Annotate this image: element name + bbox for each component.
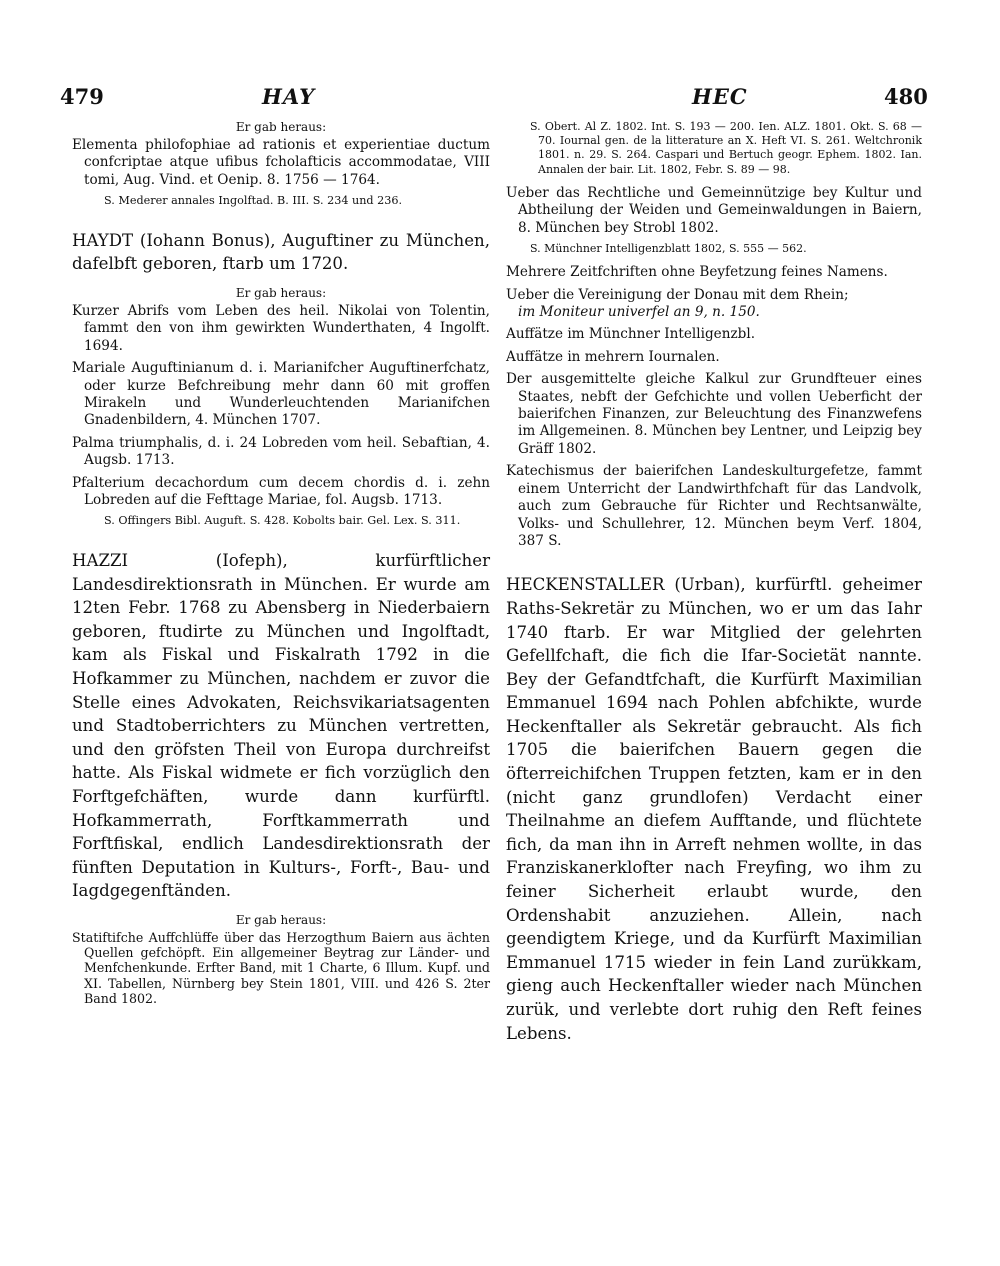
bib-entry-palma: Palma triumphalis, d. i. 24 Lobreden vom heil. Sebaftian, 4. Augsb. 1713. bbox=[72, 434, 490, 469]
reference-mederer: S. Mederer annales Ingolftad. B. III. S. 234 und 236. bbox=[104, 194, 403, 208]
running-head-right: HEC bbox=[692, 84, 748, 109]
reference-obert: S. Obert. Al Z. 1802. Int. S. 193 — 200. Ien. ALZ. 1801. Okt. S. 68 — 70. Iournal gen. de la litterature an X. Heft VI. S. 261. Weltchronik 1801. n. 29. S. 264. Caspari und Bertuch geogr. Ephem. 1802. Ian. Annalen der bair. Lit. 1802, Febr. S. 89 — 98. bbox=[530, 120, 922, 176]
bib-entry-elementa: Elementa philofophiae ad rationis et experientiae ductum confcriptae atque ufibus fcholafticis accommodatae, VIII tomi, Aug. Vind. et Oenip. 8. 1756 — 1764. bbox=[72, 137, 490, 188]
left-column bbox=[72, 120, 490, 1011]
subheading-er-gab-heraus: Er gab heraus: bbox=[235, 912, 327, 927]
subheading-er-gab-heraus: Er gab heraus: bbox=[235, 286, 327, 300]
reference-intelligenzblatt: S. Münchner Intelligenzblatt 1802, S. 555 — 562. bbox=[530, 242, 807, 256]
running-head-left: HAY bbox=[262, 84, 316, 109]
bib-entry-kurzer-abriss: Kurzer Abrifs vom Leben des heil. Nikolai von Tolentin, fammt den von ihm gewirkten Wunderthaten, 4 Ingolft. 1694. bbox=[72, 303, 490, 354]
reference-offinger: S. Offingers Bibl. Auguft. S. 428. Kobolts bair. Gel. Lex. S. 311. bbox=[104, 514, 461, 528]
bib-entry-auffaetze-journalen: Auffätze in mehrern Iournalen. bbox=[506, 348, 720, 365]
page-number-right: 480 bbox=[884, 84, 928, 109]
bib-entry-pfalterium: Pfalterium decachordum cum decem chordis d. i. zehn Lobreden auf die Fefttage Mariae, fol. Augsb. 1713. bbox=[72, 474, 490, 509]
bib-entry-moniteur: im Moniteur univerfel an 9, n. 150. bbox=[518, 304, 760, 321]
bib-entry-ueber-rechtliche: Ueber das Rechtliche und Gemeinnützige bey Kultur und Abtheilung der Weiden und Gemeinwaldungen in Baiern, 8. München bey Strobl 1802. bbox=[506, 184, 922, 236]
bib-entry-statistische: Statiftifche Auffchlüffe über das Herzogthum Baiern aus ächten Quellen gefchöpft. Ein allgemeiner Beytrag zur Länder- und Menfchenkunde. Erfter Band, mit 1 Charte, 6 Illum. Kupf. und XI. Tabellen, Nürnberg bey Stein 1801, VIII. und 426 S. 2ter Band 1802. bbox=[72, 929, 490, 1006]
bib-entry-mariale: Mariale Auguftinianum d. i. Marianifcher Auguftinerfchatz, oder kurze Befchreibung mehr dann 60 mit groffen Mirakeln und Wunderleuchtenden Marianifchen Gnadenbildern, 4. München 1707. bbox=[72, 360, 490, 429]
bib-entry-kalkul: Der ausgemittelte gleiche Kalkul zur Grundfteuer eines Staates, nebft der Gefchichte und vollen Ueberficht der baierifchen Finanzen, zur Beleuchtung des Finanzwefens im Allgemeinen. 8. München bey Lentner, und Leipzig bey Gräff 1802. bbox=[506, 371, 922, 457]
biography-heckenstaller: HECKENSTALLER (Urban), kurfürftl. geheimer Raths-Sekretär zu München, wo er um das Iahr 1740 ftarb. Er war Mitglied der gelehrten Gefellfchaft, die fich die Ifar-Societät nannte. Bey der Gefandtfchaft, die Kurfürft Maximilian Emmanuel 1694 nach Pohlen abfchikte, wurde Heckenftaller als Sekretär gebraucht. Als fich 1705 die baierifchen Bauern gegen die öfterreichifchen Truppen fetzten, kam er in den (nicht ganz grundlofen) Verdacht einer Theilnahme an diefem Aufftande, und flüchtete fich, da man ihn in Arreft nehmen wollte, in das Franziskanerklofter nach Freyfing, wo ihm zu feiner Sicherheit erlaubt wurde, den Ordenshabit anzuziehen. Allein, nach geendigtem Kriege, und da Kurfürft Maximilian Emmanuel 1715 wieder in fein Land zurükkam, gieng auch Heckenftaller wieder nach München zurük, und verlebte dort ruhig den Reft feines Lebens. bbox=[506, 575, 922, 1043]
right-column bbox=[506, 120, 922, 1055]
biography-hazzi: HAZZI (Iofeph), kurfürftlicher Landesdirektionsrath in München. Er wurde am 12ten Febr. 1768 zu Abensberg in Niederbaiern geboren, ftudirte zu München und Ingolftadt, kam als Fiskal und Fiskalrath 1792 in die Hofkammer zu München, nachdem er zuvor die Stelle eines Advokaten, Reichsvikariatsagenten und Stadtoberrichters zu München vertretten, und den gröfsten Theil von Europa durchreifst hatte. Als Fiskal widmete er fich vorzüglich den Forftgefchäften, wurde dann kurfürftl. Hofkammerrath, Forftkammerrath und Forftfiskal, endlich Landesdirektionsrath der fünften Deputation in Kulturs-, Forft-, Bau- und Iagdgegenftänden. bbox=[72, 551, 490, 901]
bib-entry-donau-rhein: Ueber die Vereinigung der Donau mit dem Rhein; bbox=[506, 286, 849, 303]
biography-haydt: HAYDT (Iohann Bonus), Auguftiner zu München, dafelbft geboren, ftarb um 1720. bbox=[72, 230, 490, 274]
bib-entry-zeitschriften: Mehrere Zeitfchriften ohne Beyfetzung feines Namens. bbox=[506, 264, 888, 281]
bib-entry-auffaetze-intelligenzbl: Auffätze im Münchner Intelligenzbl. bbox=[506, 326, 756, 343]
page-number-left: 479 bbox=[60, 84, 104, 109]
subheading-er-gab-heraus: Er gab heraus: bbox=[235, 120, 327, 134]
bib-entry-katechismus: Katechismus der baierifchen Landeskulturgefetze, fammt einem Unterricht der Landwirthfchaft für das Landvolk, auch zum Gebrauche für Richter und Rechtsanwälte, Volks- und Schullehrer, 12. München beym Verf. 1804, 387 S. bbox=[506, 463, 922, 549]
